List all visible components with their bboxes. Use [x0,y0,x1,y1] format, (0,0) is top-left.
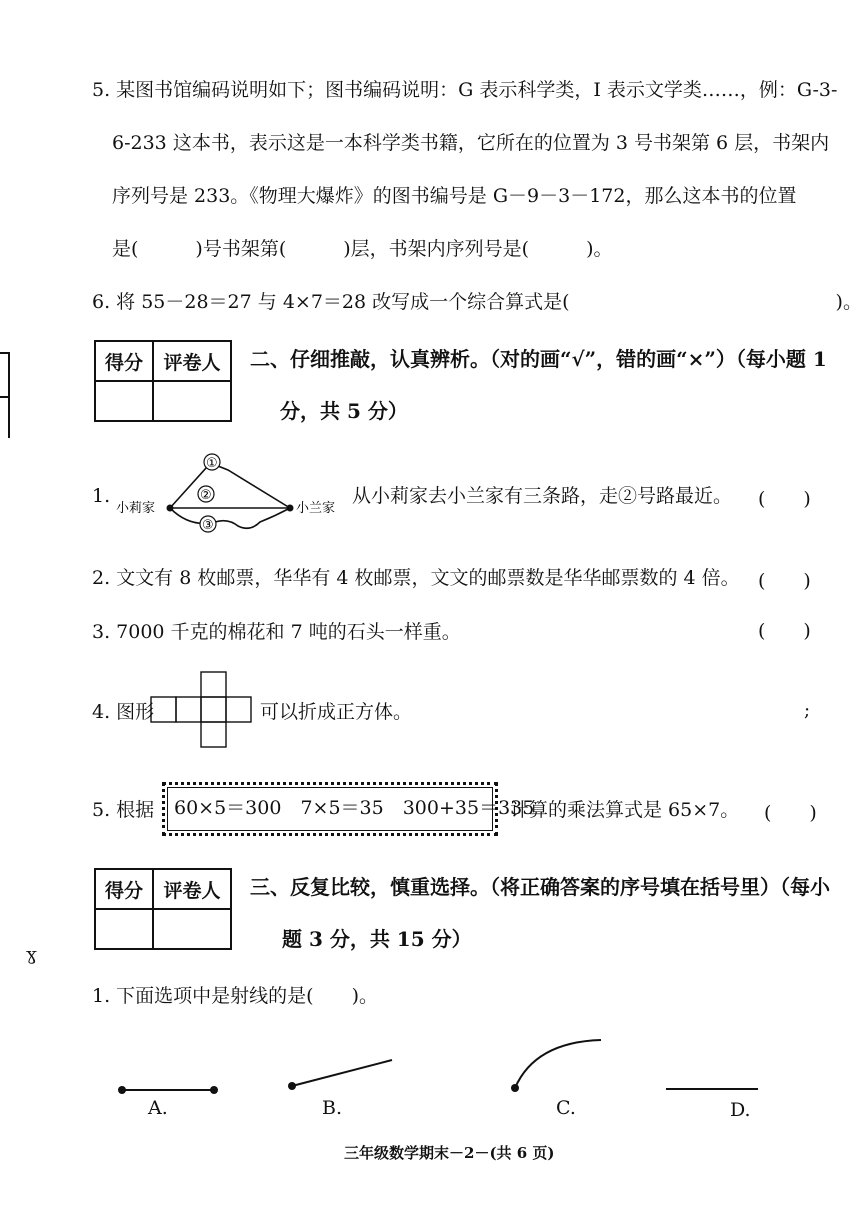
s2-q4-prefix: 4. 图形 [92,701,155,723]
s2-q4-answer-mark[interactable]: ; [804,700,811,721]
score-box-3 [94,868,232,950]
option-d-line [662,1084,762,1094]
grader-label: 评卷人 [153,869,231,909]
s2-q5-prefix: 5. 根据 [92,799,155,821]
binding-line [8,352,10,438]
s2-q1-number: 1. [92,485,111,507]
grader-label: 评卷人 [153,341,231,381]
section2-title-cont: 分，共 5 分） [280,399,408,423]
option-b-ray [280,1054,400,1096]
page-footer: 三年级数学期末－2－(共 6 页) [344,1144,555,1162]
from-label: 小莉家 [116,501,156,516]
route-1-label: ① [206,456,218,471]
q6: 6. 将 55－28＝27 与 4×7＝28 改写成一个综合算式是( )。 [92,291,862,313]
s3-q1: 1. 下面选项中是射线的是( )。 [92,985,378,1007]
grader-cell[interactable] [153,909,231,949]
section3-title-cont: 题 3 分，共 15 分） [282,927,472,951]
score-label: 得分 [95,869,153,909]
s2-q1-answer[interactable]: ( ) [758,488,811,510]
binding-tick [0,352,10,354]
score-label: 得分 [95,341,153,381]
option-c-curve [505,1036,605,1098]
to-label: 小兰家 [296,501,336,516]
option-c-label[interactable]: C. [556,1097,576,1119]
q5-line2: 6-233 这本书，表示这是一本科学类书籍，它所在的位置为 3 号书架第 6 层，书架内 [112,132,830,154]
binding-tick [0,396,10,398]
s2-q3: 3. 7000 千克的棉花和 7 吨的石头一样重。 [92,621,461,643]
margin-mark: ɣ [26,944,37,965]
section3-title: 三、反复比较，慎重选择。（将正确答案的序号填在括号里）（每小 [250,875,830,899]
q5-line1: 5. 某图书馆编码说明如下；图书编码说明：G 表示科学类，I 表示文学类……，例：G-3- [92,79,838,101]
cube-net-figure [150,670,256,750]
route-diagram [110,450,350,535]
score-cell[interactable] [95,381,153,421]
option-d-label[interactable]: D. [730,1099,751,1121]
computation-text: 60×5＝300 7×5＝35 300+35＝335 [174,797,535,819]
s2-q5-suffix: 计算的乘法算式是 65×7。 [510,799,740,821]
grader-cell[interactable] [153,381,231,421]
section2-title: 二、仔细推敲，认真辨析。（对的画“√”，错的画“×”）（每小题 1 [250,347,827,371]
q5-line3: 序列号是 233。《物理大爆炸》的图书编号是 G－9－3－172，那么这本书的位置 [112,185,797,207]
route-2-label: ② [200,488,212,503]
option-a-label[interactable]: A. [148,1097,168,1119]
s2-q4-suffix: 可以折成正方体。 [260,701,413,723]
score-box-2 [94,340,232,422]
s2-q2-answer[interactable]: ( ) [758,570,811,592]
score-cell[interactable] [95,909,153,949]
route-1-path [170,463,290,508]
s2-q3-answer[interactable]: ( ) [758,620,811,642]
s2-q2: 2. 文文有 8 枚邮票，华华有 4 枚邮票，文文的邮票数是华华邮票数的 4 倍。 [92,567,740,589]
s2-q5-answer[interactable]: ( ) [764,802,817,824]
option-b-label[interactable]: B. [322,1097,343,1119]
q5-line4: 是( )号书架第( )层，书架内序列号是( )。 [112,238,613,260]
route-3-label: ③ [202,518,214,533]
s2-q1-text: 从小莉家去小兰家有三条路，走②号路最近。 [352,485,733,507]
route-3-path [170,508,290,528]
